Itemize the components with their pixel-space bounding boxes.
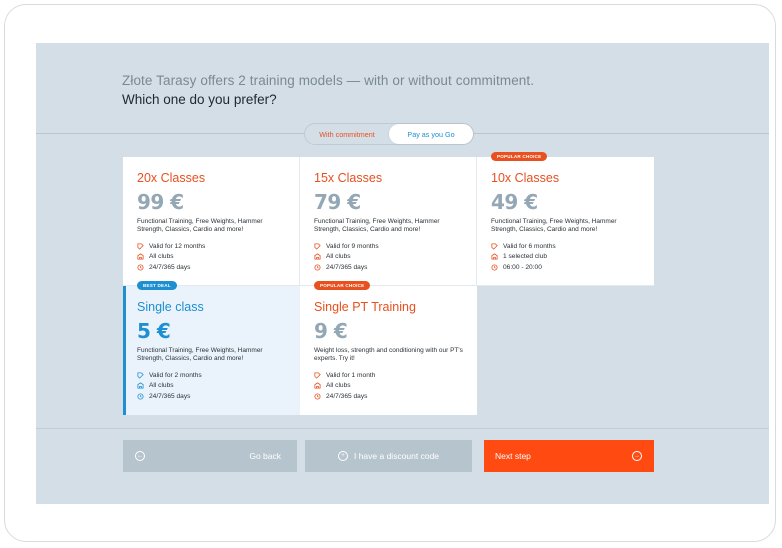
plan-validity xyxy=(491,243,556,250)
arrow-right-icon: → xyxy=(634,453,640,459)
building-icon xyxy=(314,253,321,260)
next-step-label: Next step xyxy=(495,451,531,461)
plan-hours-text: 24/7/365 days xyxy=(326,393,368,400)
plan-hours xyxy=(314,393,367,400)
ticket-icon xyxy=(314,372,321,379)
plan-validity xyxy=(137,372,202,379)
next-step-button[interactable] xyxy=(484,440,654,472)
plan-card-15x-classes[interactable] xyxy=(300,157,477,286)
plan-description: Functional Training, Free Weights, Hammer Strength, Classics, Cardio and more! xyxy=(137,218,263,234)
plan-hours xyxy=(314,264,367,271)
plan-validity xyxy=(137,243,205,250)
plan-hours-text: 24/7/365 days xyxy=(326,264,368,271)
ticket-icon xyxy=(314,243,321,250)
plan-description: Functional Training, Free Weights, Hammer Strength, Classics, Cardio and more! xyxy=(137,347,263,363)
plan-card-20x-classes[interactable] xyxy=(123,157,300,286)
building-icon xyxy=(137,253,144,260)
plan-title: Single PT Training xyxy=(314,300,416,314)
tab-with-commitment[interactable]: With commitment xyxy=(319,129,375,139)
discount-code-button[interactable] xyxy=(305,440,472,472)
plan-card-single-class[interactable] xyxy=(123,283,300,415)
plan-validity-text: Valid for 6 months xyxy=(503,243,556,250)
plan-validity-text: Valid for 12 months xyxy=(149,243,206,250)
plan-hours xyxy=(137,264,190,271)
plan-hours xyxy=(491,264,542,271)
tab-pay-as-you-go[interactable]: Pay as you Go xyxy=(389,124,473,144)
clock-icon xyxy=(137,393,144,400)
plan-hours xyxy=(137,393,190,400)
plan-grid xyxy=(123,154,653,415)
plan-title: Single class xyxy=(137,300,204,314)
go-back-button[interactable] xyxy=(123,440,297,472)
plan-card-single-pt-training[interactable] xyxy=(300,283,477,415)
plan-price: 79 € xyxy=(314,190,361,214)
plan-hours-text: 24/7/365 days xyxy=(149,264,191,271)
plan-clubs-text: 1 selected club xyxy=(503,253,547,260)
plan-validity-text: Valid for 1 month xyxy=(326,372,376,379)
plan-validity-text: Valid for 2 months xyxy=(149,372,202,379)
plan-validity xyxy=(314,372,375,379)
go-back-label: Go back xyxy=(249,451,281,461)
plan-clubs-text: All clubs xyxy=(326,253,351,260)
plan-clubs xyxy=(491,253,547,260)
plan-hours-text: 24/7/365 days xyxy=(149,393,191,400)
plan-description: Weight loss, strength and conditioning with our PT's experts. Try it! xyxy=(314,347,463,363)
plan-title: 20x Classes xyxy=(137,171,206,185)
plan-price: 5 € xyxy=(137,319,171,343)
page-question: Which one do you prefer? xyxy=(122,92,277,107)
building-icon xyxy=(314,382,321,389)
plan-title: 10x Classes xyxy=(491,171,560,185)
clock-icon xyxy=(314,393,321,400)
plan-clubs-text: All clubs xyxy=(326,382,351,389)
ticket-icon xyxy=(137,243,144,250)
building-icon xyxy=(137,382,144,389)
ticket-icon xyxy=(137,372,144,379)
plus-icon: + xyxy=(338,451,348,461)
plan-title: 15x Classes xyxy=(314,171,383,185)
plan-description: Functional Training, Free Weights, Hammer Strength, Classics, Cardio and more! xyxy=(491,218,617,234)
plan-price: 9 € xyxy=(314,319,348,343)
arrow-left-icon: ← xyxy=(137,453,143,459)
building-icon xyxy=(491,253,498,260)
plan-validity xyxy=(314,243,379,250)
plan-clubs xyxy=(314,253,351,260)
footer-divider xyxy=(36,428,769,429)
discount-code-label: I have a discount code xyxy=(353,451,440,461)
popular-choice-badge: POPULAR CHOICE xyxy=(491,152,547,161)
plan-card-10x-classes[interactable] xyxy=(477,154,654,286)
page-headline: Złote Tarasy offers 2 training models — with or without commitment. xyxy=(122,73,535,88)
plan-price: 99 € xyxy=(137,190,184,214)
plan-description: Functional Training, Free Weights, Hammer Strength, Classics, Cardio and more! xyxy=(314,218,440,234)
clock-icon xyxy=(137,264,144,271)
plan-clubs-text: All clubs xyxy=(149,253,174,260)
ticket-icon xyxy=(491,243,498,250)
plan-clubs xyxy=(137,382,174,389)
plan-hours-text: 06:00 - 20:00 xyxy=(503,264,542,271)
training-model-toggle xyxy=(304,123,474,145)
best-deal-badge: BEST DEAL xyxy=(137,281,177,290)
plan-clubs-text: All clubs xyxy=(149,382,174,389)
clock-icon xyxy=(314,264,321,271)
clock-icon xyxy=(491,264,498,271)
plan-clubs xyxy=(314,382,351,389)
plan-validity-text: Valid for 9 months xyxy=(326,243,379,250)
popular-choice-badge: POPULAR CHOICE xyxy=(314,281,370,290)
plan-price: 49 € xyxy=(491,190,538,214)
plan-clubs xyxy=(137,253,174,260)
plan-selection-page xyxy=(36,43,769,504)
